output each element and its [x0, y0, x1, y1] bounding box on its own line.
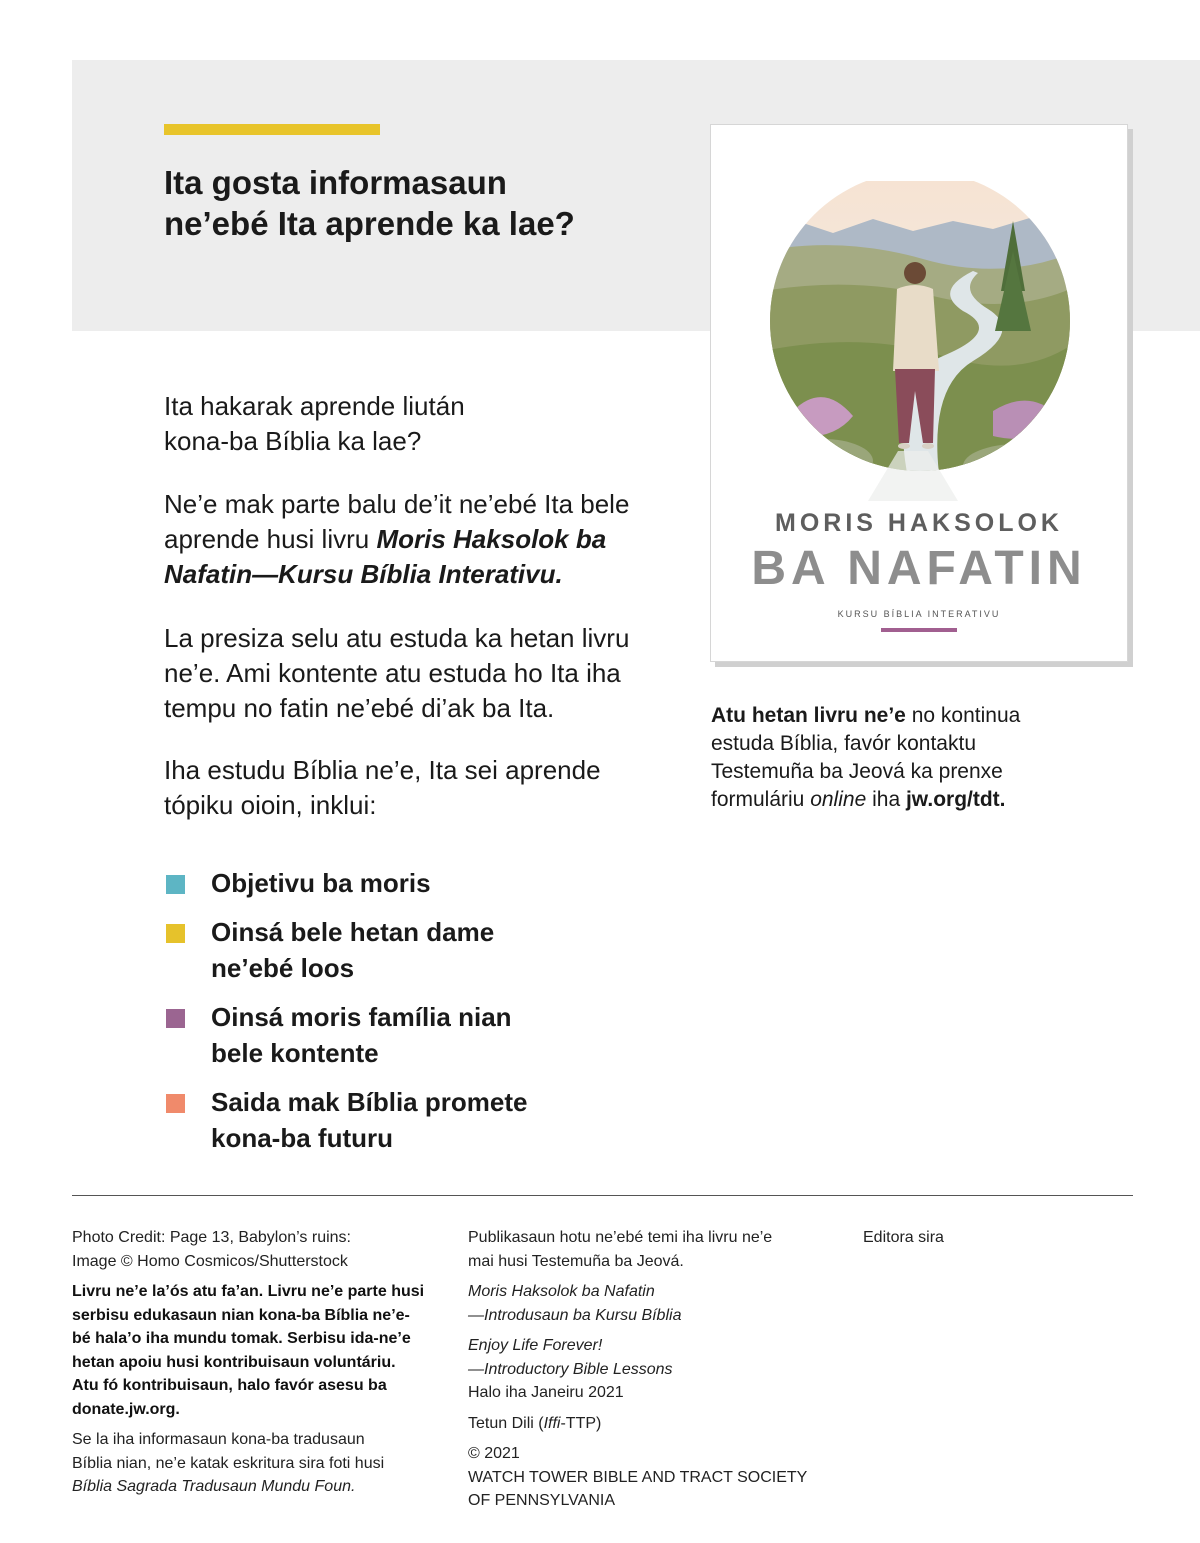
bullet-square	[166, 924, 185, 943]
intro-book-paragraph: Ne’e mak parte balu de’it ne’ebé Ita bele aprende husi livru Moris Haksolok ba Nafatin—Kursu Bíblia Interativu.	[164, 487, 684, 592]
book-title: Nafatin—Kursu Bíblia Interativu.	[164, 559, 563, 589]
footer-publisher: Editora sira	[863, 1229, 944, 1246]
language-code: Tetun Dili (Iffi-TTP)	[468, 1414, 602, 1432]
cover-title: MORIS HAKSOLOK	[775, 509, 1063, 537]
free-study-paragraph: La presiza selu atu estuda ka hetan livru ne’e. Ami kontente atu estuda ho Ita iha tempu no fatin ne’ebé di’ak ba Ita.	[164, 623, 630, 723]
copyright: © 2021 WATCH TOWER BIBLE AND TRACT SOCIETY OF PENNSYLVANIA	[468, 1445, 808, 1509]
accent-bar	[164, 124, 380, 135]
footer-divider	[72, 1195, 1133, 1196]
page-title	[164, 162, 644, 244]
website-link[interactable]: jw.org/tdt.	[905, 788, 1006, 811]
cover-subtitle: KURSU BÍBLIA INTERATIVU	[837, 609, 1001, 619]
bible-translation-note: Se la iha informasaun kona-ba tradusaun Bíblia nian, ne’e katak eskritura sira foti husi Bíblia Sagrada Tradusaun Mundu Foun.	[72, 1431, 385, 1495]
footer-publication-info: Publikasaun hotu ne’ebé temi iha livru ne’e mai husi Testemuña ba Jeová. Moris Haksolok ba Nafatin —Introdusaun ba Kursu Bíblia Enjoy Life Forever! —Introductory Bible Lessons Halo iha Janeiru 2021 Tetun Dili (Iffi-TTP) © 2021 WATCH TOWER BIBLE AND TRACT SOCIETY OF PENNSYLVANIA	[468, 1226, 848, 1520]
not-for-sale-notice: Livru ne’e la’ós atu fa’an. Livru ne’e parte husi serbisu edukasaun nian kona-ba Bíblia ne’e- bé hala’o iha mundu tomak. Serbisu ida-ne’e hetan apoiu husi kontribuisaun voluntáriu. Atu fó kontribuisaun, halo favór asesu ba donate.jw.org.	[72, 1280, 442, 1421]
photo-credit: Photo Credit: Page 13, Babylon’s ruins: Image © Homo Cosmicos/Shutterstock	[72, 1229, 351, 1270]
bullet-square	[166, 1094, 185, 1113]
topics-list	[164, 865, 624, 1169]
list-item: Saida mak Bíblia promete kona-ba futuru	[164, 1084, 624, 1156]
list-item: Oinsá bele hetan dame ne’ebé loos	[164, 914, 624, 986]
list-item: Objetivu ba moris	[164, 865, 624, 901]
bullet-square	[166, 875, 185, 894]
topics-intro: Iha estudu Bíblia ne’e, Ita sei aprende tópiku oioin, inklui:	[164, 755, 601, 820]
footer-credits	[72, 1226, 442, 1506]
title-line: ne’ebé Ita aprende ka lae?	[164, 205, 575, 242]
bullet-square	[166, 1009, 185, 1028]
list-item: Oinsá moris família nian bele kontente	[164, 999, 624, 1071]
contact-note: Atu hetan livru ne’e no kontinua estuda Bíblia, favór kontaktu Testemuña ba Jeová ka prenxe formuláriu online iha jw.org/tdt.	[711, 704, 1021, 811]
cover-accent-line	[881, 628, 957, 632]
intro-question: Ita hakarak aprende liután kona-ba Bíblia ka lae?	[164, 391, 465, 456]
cover-title-large: BA NAFATIN	[751, 542, 1087, 595]
donate-link[interactable]: donate.jw.org.	[72, 1400, 180, 1418]
book-cover	[710, 124, 1128, 662]
title-line: Ita gosta informasaun	[164, 164, 507, 201]
cover-illustration	[763, 181, 1077, 501]
book-title: Moris Haksolok ba	[376, 524, 607, 554]
